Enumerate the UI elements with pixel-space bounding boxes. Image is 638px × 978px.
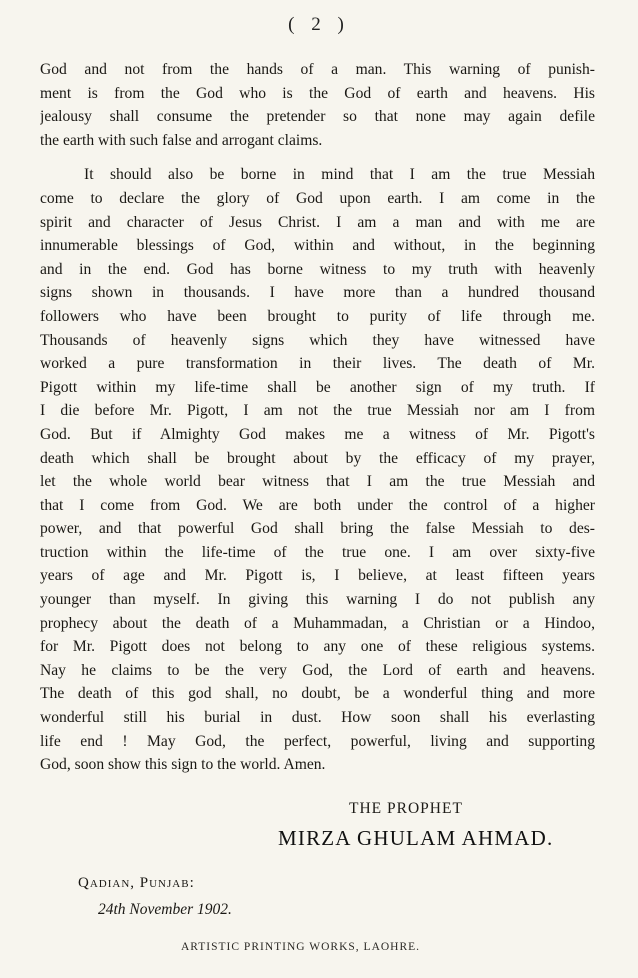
text-line: spirit and character of Jesus Christ. I am a man and with me are (40, 213, 595, 231)
text-line: followers who have been brought to purity of life through me. (40, 307, 595, 325)
text-line: I die before Mr. Pigott, I am not the true Messiah nor am I from (40, 402, 595, 420)
text-line: The death of this god shall, no doubt, be a wonderful thing and more (40, 685, 595, 703)
printer-imprint: ARTISTIC PRINTING WORKS, LAOHRE. (181, 941, 421, 953)
text-line: Pigott within my life-time shall be another sign of my truth. If (40, 378, 595, 396)
text-line: worked a pure transformation in their lives. The death of Mr. (40, 355, 595, 373)
text-line: innumerable blessings of God, within and without, in the beginning (40, 237, 595, 255)
text-line: prophecy about the death of a Muhammadan, a Christian or a Hindoo, (40, 614, 595, 632)
text-line: life end ! May God, the perfect, powerful, living and supporting (40, 732, 595, 750)
text-line: and in the end. God has borne witness to my truth with heavenly (40, 260, 595, 278)
text-line: years of age and Mr. Pigott is, I believe, at least fifteen years (40, 567, 595, 585)
text-line: God and not from the hands of a man. This warning of punish- (40, 61, 595, 78)
date-line: 24th November 1902. (98, 901, 232, 918)
text-line: for Mr. Pigott does not belong to any one of these religious systems. (40, 638, 595, 656)
paragraph (40, 163, 595, 776)
text-line: younger than myself. In giving this warning I do not publish any (40, 591, 595, 609)
signature-role: THE PROPHET (349, 800, 463, 817)
text-line: power, and that powerful God shall bring the false Messiah to des- (40, 520, 595, 538)
text-line: Nay he claims to be the very God, the Lord of earth and heavens. (40, 661, 595, 679)
text-line: jealousy shall consume the pretender so that none may again defile (40, 108, 595, 126)
text-line: signs shown in thousands. I have more than a hundred thousand (40, 284, 595, 302)
text-line: Thousands of heavenly signs which they have witnessed have (40, 331, 595, 349)
paragraph (40, 58, 595, 152)
text-line: wonderful still his burial in dust. How soon shall his everlasting (40, 709, 595, 727)
text-line: let the whole world bear witness that I am the true Messiah and (40, 473, 595, 491)
text-line: death which shall be brought about by the efficacy of my prayer, (40, 449, 595, 467)
text-line: the earth with such false and arrogant claims. (40, 131, 323, 149)
body-text (40, 58, 595, 777)
text-line: God. But if Almighty God makes me a witness of Mr. Pigott's (40, 425, 595, 443)
signature-name: MIRZA GHULAM AHMAD. (278, 826, 554, 850)
text-line: truction within the life-time of the true one. I am over sixty-five (40, 543, 595, 561)
place-line: Qadian, Punjab: (78, 875, 195, 891)
text-line: come to declare the glory of God upon earth. I am come in the (40, 189, 595, 207)
text-line: It should also be borne in mind that I am the true Messiah (84, 166, 595, 184)
page-number: ( 2 ) (288, 14, 350, 35)
text-line: God, soon show this sign to the world. Amen. (40, 756, 326, 774)
text-line: ment is from the God who is the God of earth and heavens. His (40, 84, 595, 102)
text-line: that I come from God. We are both under the control of a higher (40, 496, 595, 514)
